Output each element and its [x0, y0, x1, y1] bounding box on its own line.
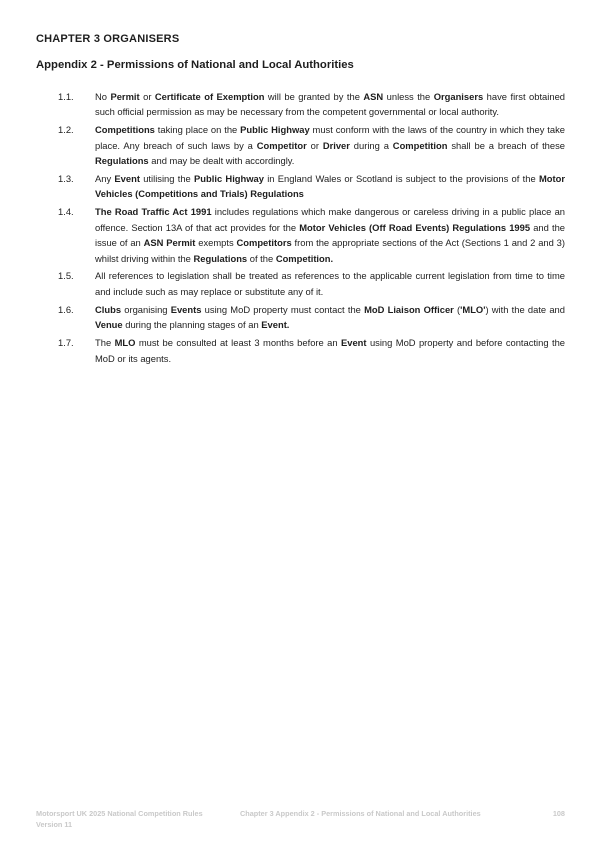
clause-text: No Permit or Certificate of Exemption will be granted by the ASN unless the Organisers have first obtained such official permission as may be necessary from the competent governmental or local authority.: [95, 91, 565, 118]
clause-text: Competitions taking place on the Public Highway must conform with the laws of the country in which they take place. Any breach of such laws by a Competitor or Driver during a Competition shall be a breach of these Regulations and may be dealt with accordingly.: [95, 124, 566, 167]
clause-number: 1.2.: [58, 124, 74, 136]
clause-item: [36, 122, 565, 168]
clause-item: [36, 302, 565, 333]
clause-item: [36, 204, 565, 266]
chapter-heading: CHAPTER 3 ORGANISERS: [36, 33, 180, 45]
footer-left: [36, 808, 240, 830]
clause-item: [36, 268, 565, 299]
clause-text: Any Event utilising the Public Highway in England Wales or Scotland is subject to the provisions of the Motor Vehicles (Competitions and Trials) Regulations: [95, 173, 565, 200]
footer-document-title: Motorsport UK 2025 National Competition Rules: [36, 809, 203, 818]
clause-item: [36, 89, 565, 120]
page-content: [0, 33, 600, 366]
clause-text: The MLO must be consulted at least 3 months before an Event using MoD property and before contacting the MoD or its agents.: [95, 337, 566, 364]
clause-number: 1.5.: [58, 270, 74, 282]
clause-item: [36, 171, 565, 202]
clause-item: [36, 335, 565, 366]
clause-text: The Road Traffic Act 1991 includes regulations which make dangerous or careless driving in a public place an offence. Section 13A of that act provides for the Motor Vehicles (Off Road Events) Regulations 1995 and the issue of an ASN Permit exempts Competitors from the appropriate sections of the Act (Sections 1 and 2 and 3) whilst driving within the Regulations of the Competition.: [95, 206, 566, 264]
clause-text: All references to legislation shall be treated as references to the applicable current legislation from time to time and include such as may replace or substitute any of it.: [95, 270, 565, 297]
clause-list: [36, 89, 565, 366]
appendix-heading: Appendix 2 - Permissions of National and Local Authorities: [36, 59, 354, 71]
clause-text: Clubs organising Events using MoD property must contact the MoD Liaison Officer ('MLO') with the date and Venue during the planning stages of an Event.: [95, 303, 565, 331]
page-footer: [36, 808, 565, 830]
footer-version: Version 11: [36, 820, 73, 829]
clause-number: 1.6.: [58, 303, 74, 315]
footer-section-title: Chapter 3 Appendix 2 - Permissions of National and Local Authorities: [240, 809, 481, 818]
clause-number: 1.3.: [58, 173, 74, 185]
clause-number: 1.1.: [58, 91, 74, 102]
footer-page-number: 108: [552, 809, 565, 818]
clause-number: 1.4.: [58, 206, 74, 218]
clause-number: 1.7.: [58, 337, 74, 349]
